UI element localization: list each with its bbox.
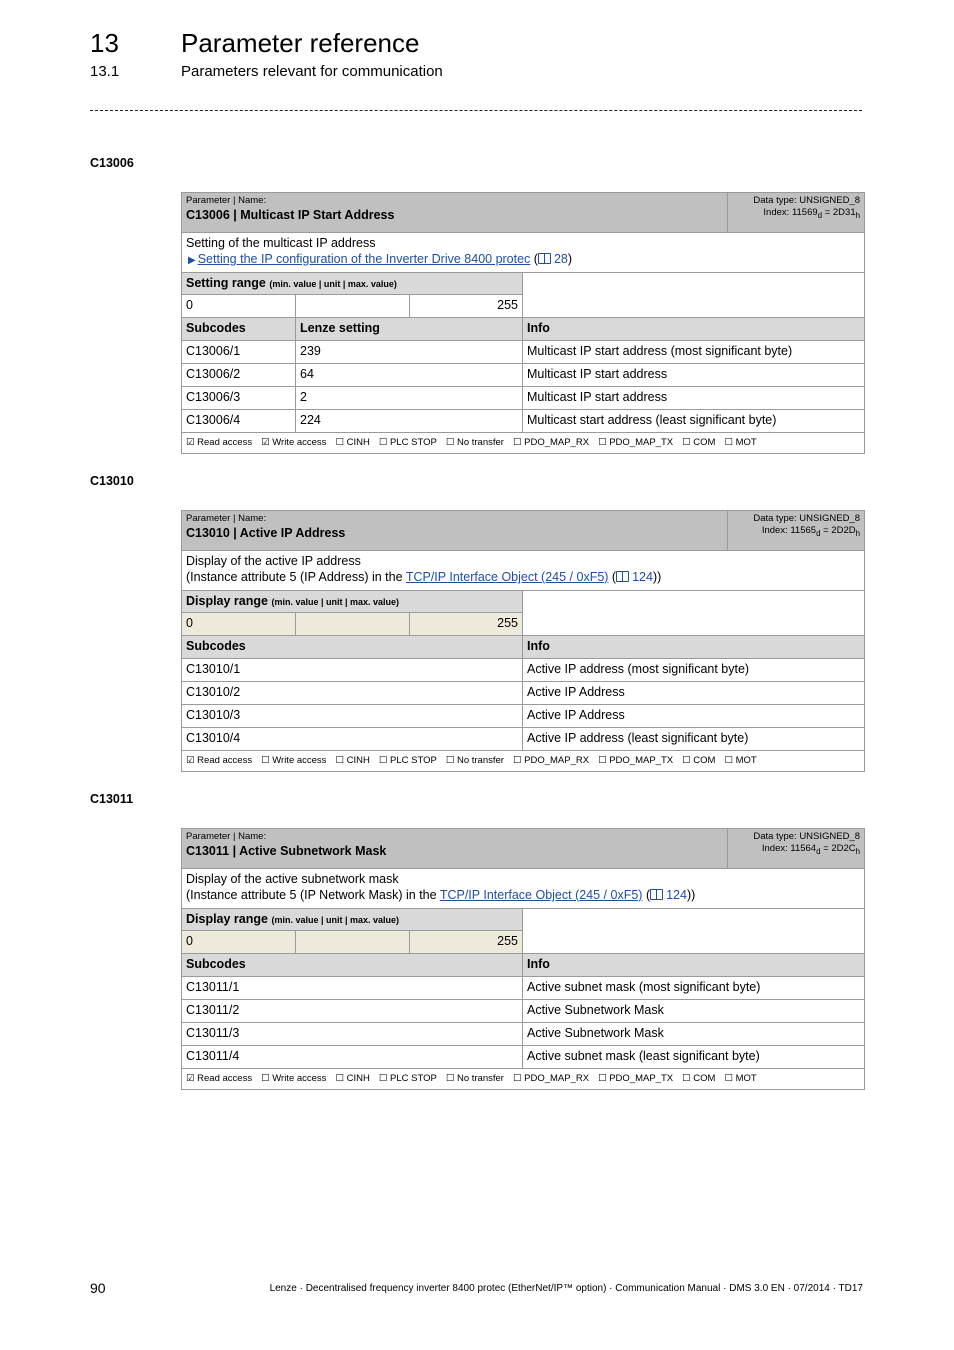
param-index: Index: $11569_d = 2D31_h$ bbox=[763, 207, 861, 220]
table-row: C13006/1 239 Multicast IP start address (most significant byte) bbox=[182, 341, 865, 364]
param-name-label: Parameter | Name: bbox=[186, 195, 267, 206]
table-row: C13011/2 Active Subnetwork Mask bbox=[182, 1000, 865, 1023]
table-row: C13010/4 Active IP address (least significant byte) bbox=[182, 728, 865, 751]
section-number: 13.1 bbox=[90, 63, 120, 80]
table-row: C13011/1 Active subnet mask (most significant byte) bbox=[182, 977, 865, 1000]
pdo-map-rx-flag: ☐ PDO_MAP_RX bbox=[512, 1073, 590, 1084]
data-type-cell bbox=[728, 193, 865, 233]
subcodes-header: Subcodes bbox=[182, 318, 296, 341]
param-name-cell bbox=[182, 829, 728, 869]
info-header: Info bbox=[523, 318, 865, 341]
access-flags-row bbox=[182, 751, 865, 772]
write-access-flag: ☐ Write access bbox=[261, 755, 327, 766]
pdo-map-rx-flag: ☐ PDO_MAP_RX bbox=[512, 437, 590, 448]
read-access-flag: ☑ Read access bbox=[186, 1073, 253, 1084]
table-row: C13010/3 Active IP Address bbox=[182, 705, 865, 728]
table-row: C13006/2 64 Multicast IP start address bbox=[182, 364, 865, 387]
cinh-flag: ☐ CINH bbox=[335, 437, 370, 448]
com-flag: ☐ COM bbox=[682, 437, 716, 448]
write-access-flag: ☐ Write access bbox=[261, 1073, 327, 1084]
data-type: Data type: UNSIGNED_8 bbox=[753, 513, 860, 524]
param-name: C13011 | Active Subnetwork Mask bbox=[186, 844, 387, 858]
param-index: Index: $11564_d = 2D2C_h$ bbox=[761, 843, 861, 856]
book-icon bbox=[538, 253, 551, 264]
range-label-cell: Display range (min. value | unit | max. value) bbox=[182, 909, 523, 931]
table-row: C13011/3 Active Subnetwork Mask bbox=[182, 1023, 865, 1046]
table-row: C13006/3 2 Multicast IP start address bbox=[182, 387, 865, 410]
range-max: 255 bbox=[410, 613, 523, 636]
param-index: Index: $11565_d = 2D2D_h$ bbox=[761, 525, 860, 538]
arrow-right-icon: ▶ bbox=[188, 255, 196, 266]
no-transfer-flag: ☐ No transfer bbox=[445, 1073, 504, 1084]
param-description: Display of the active IP address (Instance attribute 5 (IP Address) in the TCP/IP Interface Object (245 / 0xF5) ( 124)) bbox=[182, 551, 865, 591]
book-icon bbox=[650, 889, 663, 900]
write-access-flag: ☑ Write access bbox=[261, 437, 327, 448]
range-min: 0 bbox=[182, 295, 296, 318]
com-flag: ☐ COM bbox=[682, 755, 716, 766]
lenze-setting-header: Lenze setting bbox=[296, 318, 523, 341]
page-number: 90 bbox=[90, 1280, 106, 1296]
param-name-label: Parameter | Name: bbox=[186, 513, 267, 524]
chapter-number: 13 bbox=[90, 28, 119, 58]
read-access-flag: ☑ Read access bbox=[186, 755, 253, 766]
param-heading: C13011 bbox=[90, 792, 134, 806]
com-flag: ☐ COM bbox=[682, 1073, 716, 1084]
plc-stop-flag: ☐ PLC STOP bbox=[378, 1073, 437, 1084]
cross-ref-link[interactable]: Setting the IP configuration of the Inverter Drive 8400 protec bbox=[197, 252, 531, 266]
header-divider bbox=[90, 110, 862, 111]
cross-ref-link[interactable]: TCP/IP Interface Object (245 / 0xF5) bbox=[405, 570, 609, 584]
pdo-map-tx-flag: ☐ PDO_MAP_TX bbox=[598, 437, 674, 448]
param-heading: C13006 bbox=[90, 156, 134, 170]
range-unit bbox=[296, 295, 410, 318]
table-row: C13006/4 224 Multicast start address (least significant byte) bbox=[182, 410, 865, 433]
table-row: C13010/2 Active IP Address bbox=[182, 682, 865, 705]
info-header: Info bbox=[523, 954, 865, 977]
page-ref-link[interactable]: 28 bbox=[538, 252, 568, 266]
range-blank bbox=[523, 591, 865, 636]
range-unit bbox=[296, 613, 410, 636]
data-type-cell bbox=[728, 829, 865, 869]
range-min: 0 bbox=[182, 931, 296, 954]
range-label-cell: Setting range (min. value | unit | max. value) bbox=[182, 273, 523, 295]
param-name-cell bbox=[182, 511, 728, 551]
chapter-title: Parameter reference bbox=[181, 28, 420, 58]
cinh-flag: ☐ CINH bbox=[335, 755, 370, 766]
param-name-cell bbox=[182, 193, 728, 233]
cinh-flag: ☐ CINH bbox=[335, 1073, 370, 1084]
no-transfer-flag: ☐ No transfer bbox=[445, 437, 504, 448]
table-row: C13010/1 Active IP address (most significant byte) bbox=[182, 659, 865, 682]
mot-flag: ☐ MOT bbox=[724, 1073, 757, 1084]
range-label-cell: Display range (min. value | unit | max. value) bbox=[182, 591, 523, 613]
mot-flag: ☐ MOT bbox=[724, 755, 757, 766]
pdo-map-tx-flag: ☐ PDO_MAP_TX bbox=[598, 755, 674, 766]
param-description: Setting of the multicast IP address ▶ Setting the IP configuration of the Inverter Drive 8400 protec ( 28) bbox=[182, 233, 865, 273]
param-description: Display of the active subnetwork mask (Instance attribute 5 (IP Network Mask) in the TCP/IP Interface Object (245 / 0xF5) ( 124)) bbox=[182, 869, 865, 909]
plc-stop-flag: ☐ PLC STOP bbox=[378, 437, 437, 448]
page-ref-link[interactable]: 124 bbox=[650, 888, 687, 902]
access-flags-row bbox=[182, 433, 865, 454]
param-table-c13011 bbox=[181, 828, 865, 1090]
range-blank bbox=[523, 909, 865, 954]
read-access-flag: ☑ Read access bbox=[186, 437, 253, 448]
param-heading: C13010 bbox=[90, 474, 134, 488]
param-table-c13006 bbox=[181, 192, 865, 454]
range-max: 255 bbox=[410, 295, 523, 318]
table-row: C13011/4 Active subnet mask (least significant byte) bbox=[182, 1046, 865, 1069]
pdo-map-tx-flag: ☐ PDO_MAP_TX bbox=[598, 1073, 674, 1084]
data-type: Data type: UNSIGNED_8 bbox=[753, 195, 861, 206]
subcodes-header: Subcodes bbox=[182, 636, 523, 659]
info-header: Info bbox=[523, 636, 865, 659]
range-min: 0 bbox=[182, 613, 296, 636]
data-type-cell bbox=[728, 511, 865, 551]
range-unit bbox=[296, 931, 410, 954]
plc-stop-flag: ☐ PLC STOP bbox=[378, 755, 437, 766]
cross-ref-link[interactable]: TCP/IP Interface Object (245 / 0xF5) bbox=[439, 888, 643, 902]
section-title: Parameters relevant for communication bbox=[181, 63, 443, 80]
book-icon bbox=[616, 571, 629, 582]
no-transfer-flag: ☐ No transfer bbox=[445, 755, 504, 766]
access-flags-row bbox=[182, 1069, 865, 1090]
footer-text: Lenze · Decentralised frequency inverter 8400 protec (EtherNet/IP™ option) · Communication Manual · DMS 3.0 EN · 07/2014 · TD17 bbox=[269, 1283, 863, 1294]
param-name-label: Parameter | Name: bbox=[186, 831, 267, 842]
data-type: Data type: UNSIGNED_8 bbox=[753, 831, 861, 842]
range-max: 255 bbox=[410, 931, 523, 954]
param-table-c13010 bbox=[181, 510, 865, 772]
page-ref-link[interactable]: 124 bbox=[616, 570, 653, 584]
subcodes-header: Subcodes bbox=[182, 954, 523, 977]
pdo-map-rx-flag: ☐ PDO_MAP_RX bbox=[512, 755, 590, 766]
param-name: C13010 | Active IP Address bbox=[186, 526, 346, 540]
range-blank bbox=[523, 273, 865, 318]
mot-flag: ☐ MOT bbox=[724, 437, 757, 448]
param-name: C13006 | Multicast IP Start Address bbox=[186, 208, 395, 222]
